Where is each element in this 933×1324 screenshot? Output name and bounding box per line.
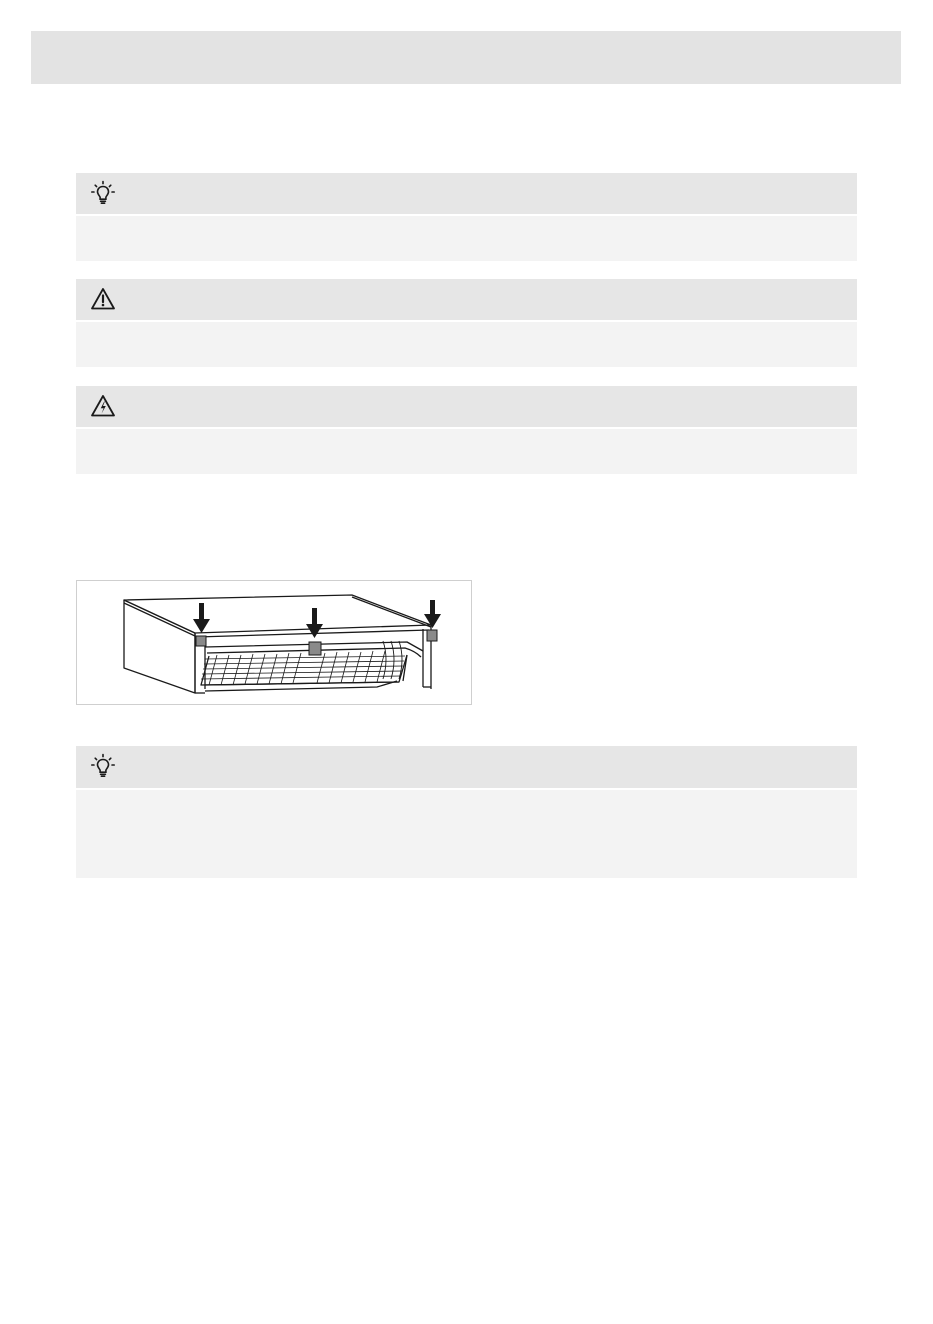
notice-body <box>76 429 857 474</box>
notice-body <box>76 790 857 878</box>
electric-hazard-icon <box>90 393 116 419</box>
lightbulb-icon <box>90 753 116 779</box>
freezer-drawer-drawing <box>77 581 471 704</box>
notice-header <box>76 279 857 320</box>
electrical-warning-notice <box>76 386 857 474</box>
mounting-point-right <box>427 630 437 641</box>
notice-body <box>76 216 857 261</box>
notice-header <box>76 386 857 427</box>
lightbulb-icon <box>90 180 116 206</box>
tip-notice <box>76 173 857 261</box>
tip-notice <box>76 746 857 878</box>
page-header-bar <box>31 31 901 84</box>
notice-body <box>76 322 857 367</box>
warning-triangle-icon <box>90 286 116 312</box>
drawer-illustration <box>76 580 472 705</box>
notice-header <box>76 746 857 788</box>
notice-header <box>76 173 857 214</box>
mounting-point-center <box>309 642 321 655</box>
caution-notice <box>76 279 857 367</box>
mounting-point-left <box>196 636 206 646</box>
